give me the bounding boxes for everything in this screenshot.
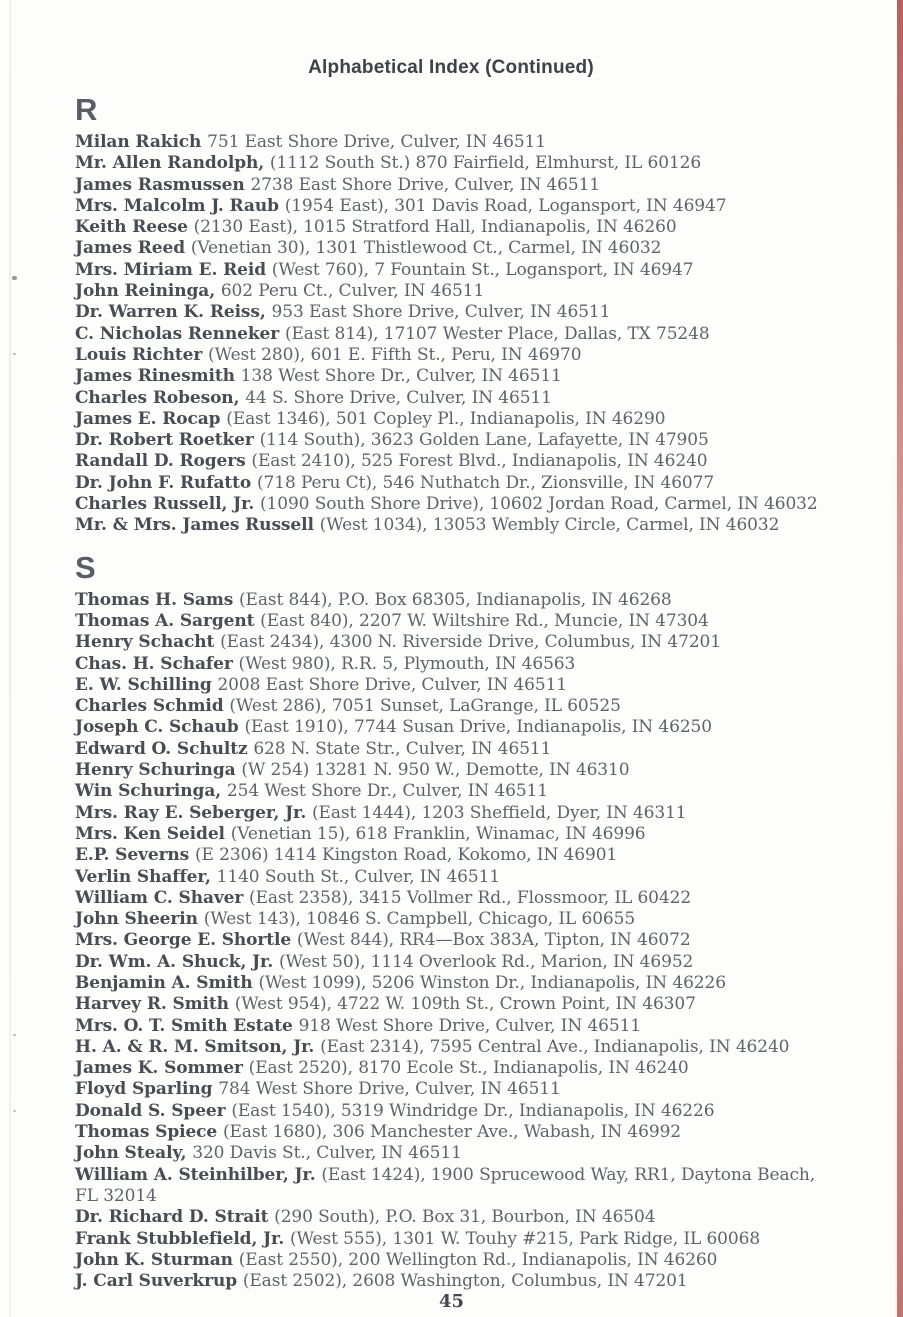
index-entry — [75, 451, 827, 472]
entry-address: (1954 East), 301 Davis Road, Logansport, IN 46947 — [284, 195, 727, 216]
entry-name: Donald S. Speer — [75, 1100, 232, 1121]
entry-name: J. Carl Suverkrup — [75, 1271, 243, 1292]
index-entry — [75, 909, 827, 930]
entry-address: 254 West Shore Dr., Culver, IN 46511 — [226, 781, 548, 802]
entry-address: (718 Peru Ct), 546 Nuthatch Dr., Zionsville, IN 46077 — [256, 472, 715, 493]
index-entry — [75, 238, 827, 259]
entry-address: 320 Davis St., Culver, IN 46511 — [192, 1143, 462, 1164]
index-entry — [75, 153, 827, 174]
entry-address: (West 1099), 5206 Winston Dr., Indianapolis, IN 46226 — [258, 972, 726, 993]
index-entry — [75, 1037, 827, 1058]
entry-name: Mrs. George E. Shortle — [75, 930, 297, 951]
entry-name: Mrs. Malcolm J. Raub — [75, 195, 285, 216]
entry-address: (West 954), 4722 W. 109th St., Crown Point, IN 46307 — [234, 994, 696, 1015]
index-entry — [75, 302, 827, 323]
index-entry — [75, 132, 827, 153]
index-entry — [75, 1016, 827, 1037]
entry-address: (West 286), 7051 Sunset, LaGrange, IL 60525 — [229, 696, 621, 717]
index-entry — [75, 803, 827, 824]
index-entry — [75, 1122, 827, 1143]
entry-name: Thomas H. Sams — [75, 589, 240, 610]
entry-address: (East 2502), 2608 Washington, Columbus, IN 47201 — [242, 1271, 688, 1292]
entry-address: (West 280), 601 E. Fifth St., Peru, IN 46970 — [208, 344, 582, 365]
entry-name: Mrs. Miriam E. Reid — [75, 259, 272, 280]
entry-name: John Stealy, — [75, 1143, 193, 1164]
entry-address: (E 2306) 1414 Kingston Road, Kokomo, IN 46901 — [194, 845, 618, 866]
index-entry — [75, 611, 827, 632]
entry-address: (West 980), R.R. 5, Plymouth, IN 46563 — [238, 653, 576, 674]
index-entry — [75, 717, 827, 738]
entry-address: (East 1680), 306 Manchester Ave., Wabash, IN 46992 — [222, 1122, 681, 1143]
entry-name: Mrs. Ken Seidel — [75, 823, 231, 844]
index-entry — [75, 260, 827, 281]
index-entry — [75, 675, 827, 696]
entry-address: (West 844), RR4—Box 383A, Tipton, IN 46072 — [296, 930, 691, 951]
entry-address: (West 143), 10846 S. Campbell, Chicago, IL 60655 — [203, 909, 636, 930]
index-entry — [75, 781, 827, 802]
entry-address: 2008 East Shore Drive, Culver, IN 46511 — [217, 674, 568, 695]
index-entry — [75, 1143, 827, 1164]
entry-name: William A. Steinhilber, Jr. — [75, 1164, 322, 1185]
entry-address: (Venetian 30), 1301 Thistlewood Ct., Carmel, IN 46032 — [190, 238, 662, 259]
index-entry — [75, 1101, 827, 1122]
index-entry — [75, 994, 827, 1015]
index-entry — [75, 632, 827, 653]
index-entry — [75, 1229, 827, 1250]
entry-name: William C. Shaver — [75, 887, 250, 908]
entry-name: Edward O. Schultz — [75, 738, 254, 759]
entry-name: Louis Richter — [75, 344, 209, 365]
index-entry — [75, 1271, 827, 1292]
entry-name: Chas. H. Schafer — [75, 653, 239, 674]
entry-name: Keith Reese — [75, 217, 194, 238]
entry-name: Dr. Wm. A. Shuck, Jr. — [75, 951, 279, 972]
entry-name: Verlin Shaffer, — [75, 866, 217, 887]
index-entry — [75, 1079, 827, 1100]
entry-name: Mr. & Mrs. James Russell — [75, 515, 320, 536]
entry-name: James E. Rocap — [75, 408, 227, 429]
entry-address: 1140 South St., Culver, IN 46511 — [216, 866, 501, 887]
section-R-entries — [75, 132, 827, 537]
index-entry — [75, 760, 827, 781]
entry-name: Milan Rakich — [75, 132, 208, 152]
entry-address: (West 50), 1114 Overlook Rd., Marion, IN 46952 — [278, 951, 694, 972]
entry-name: Benjamin A. Smith — [75, 972, 259, 993]
entry-name: Henry Schacht — [75, 632, 221, 653]
entry-name: John Sheerin — [75, 909, 204, 930]
entry-name: H. A. & R. M. Smitson, Jr. — [75, 1036, 321, 1057]
entry-name: Dr. Richard D. Strait — [75, 1207, 275, 1228]
entry-name: Thomas A. Sargent — [75, 610, 261, 631]
index-entry — [75, 494, 827, 515]
entry-address: (East 2550), 200 Wellington Rd., Indianapolis, IN 46260 — [238, 1249, 718, 1270]
index-entry — [75, 867, 827, 888]
index-entry — [75, 739, 827, 760]
entry-address: (West 1034), 13053 Wembly Circle, Carmel, IN 46032 — [319, 515, 780, 536]
entry-address: (East 2520), 8170 Ecole St., Indianapolis, IN 46240 — [248, 1058, 689, 1079]
entry-address: 751 East Shore Drive, Culver, IN 46511 — [207, 132, 546, 152]
entry-name: James Rinesmith — [75, 366, 241, 387]
entry-address: (East 814), 17107 Wester Place, Dallas, TX 75248 — [284, 323, 710, 344]
entry-address: 602 Peru Ct., Culver, IN 46511 — [220, 281, 485, 302]
entry-address: 784 West Shore Drive, Culver, IN 46511 — [218, 1079, 561, 1100]
index-entry — [75, 824, 827, 845]
entry-name: Dr. Warren K. Reiss, — [75, 302, 272, 323]
entry-address: (East 2410), 525 Forest Blvd., Indianapolis, IN 46240 — [251, 451, 708, 472]
entry-name: Charles Russell, Jr. — [75, 494, 260, 515]
entry-address: (East 1444), 1203 Sheffield, Dyer, IN 46311 — [312, 802, 687, 823]
entry-name: Harvey R. Smith — [75, 994, 235, 1015]
entry-address: 138 West Shore Dr., Culver, IN 46511 — [240, 366, 562, 387]
section-S-entries — [75, 590, 827, 1293]
entry-address: (1112 South St.) 870 Fairfield, Elmhurst, IL 60126 — [269, 153, 702, 174]
index-entry — [75, 1165, 827, 1208]
entry-name: E. W. Schilling — [75, 674, 218, 695]
entry-address: (East 2314), 7595 Central Ave., Indianapolis, IN 46240 — [320, 1036, 790, 1057]
index-entry — [75, 952, 827, 973]
entry-name: Henry Schuringa — [75, 760, 242, 781]
entry-name: Floyd Sparling — [75, 1079, 219, 1100]
index-entry — [75, 1058, 827, 1079]
entry-address: (290 South), P.O. Box 31, Bourbon, IN 46504 — [274, 1207, 656, 1228]
entry-address: (East 1910), 7744 Susan Drive, Indianapolis, IN 46250 — [244, 717, 712, 738]
entry-name: Frank Stubblefield, Jr. — [75, 1228, 290, 1249]
page-content — [75, 0, 827, 1292]
index-entry — [75, 345, 827, 366]
entry-address: 44 S. Shore Drive, Culver, IN 46511 — [245, 387, 552, 408]
entry-address: (2130 East), 1015 Stratford Hall, Indianapolis, IN 46260 — [193, 217, 677, 238]
entry-name: Win Schuringa, — [75, 781, 227, 802]
entry-address: (East 2358), 3415 Vollmer Rd., Flossmoor, IL 60422 — [249, 887, 692, 908]
entry-address: (East 1424), 1900 Sprucewood Way, RR1, Daytona Beach, FL 32014 — [75, 1164, 816, 1206]
entry-name: James K. Sommer — [75, 1058, 249, 1079]
index-entry — [75, 281, 827, 302]
entry-name: James Reed — [75, 238, 191, 259]
index-entry — [75, 654, 827, 675]
entry-name: Joseph C. Schaub — [75, 717, 245, 738]
entry-address: 918 West Shore Drive, Culver, IN 46511 — [298, 1015, 642, 1036]
entry-name: Dr. John F. Rufatto — [75, 472, 257, 493]
index-entry — [75, 1250, 827, 1271]
index-entry — [75, 888, 827, 909]
entry-name: Mrs. O. T. Smith Estate — [75, 1015, 299, 1036]
index-entry — [75, 409, 827, 430]
entry-address: (West 555), 1301 W. Touhy #215, Park Ridge, IL 60068 — [289, 1228, 761, 1249]
entry-address: (East 844), P.O. Box 68305, Indianapolis, IN 46268 — [239, 589, 672, 610]
page-number: 45 — [438, 1291, 465, 1312]
page-right-gutter-stripe — [897, 0, 903, 1317]
index-entry — [75, 430, 827, 451]
section-letter-R: R — [75, 92, 98, 127]
entry-address: 628 N. State Str., Culver, IN 46511 — [253, 738, 552, 759]
entry-address: (East 840), 2207 W. Wiltshire Rd., Muncie, IN 47304 — [260, 610, 709, 631]
page-left-edge-line — [9, 0, 11, 1317]
entry-address: (W 254) 13281 N. 950 W., Demotte, IN 46310 — [241, 760, 630, 781]
entry-address: (114 South), 3623 Golden Lane, Lafayette, IN 47905 — [259, 430, 709, 451]
entry-address: (1090 South Shore Drive), 10602 Jordan Road, Carmel, IN 46032 — [260, 494, 818, 515]
entry-address: (East 1346), 501 Copley Pl., Indianapolis, IN 46290 — [226, 408, 666, 429]
entry-name: Charles Schmid — [75, 696, 230, 717]
index-entry — [75, 196, 827, 217]
entry-name: Randall D. Rogers — [75, 451, 252, 472]
entry-name: John Reininga, — [75, 281, 221, 302]
index-entry — [75, 973, 827, 994]
index-entry — [75, 473, 827, 494]
index-entry — [75, 388, 827, 409]
index-entry — [75, 324, 827, 345]
index-entry — [75, 217, 827, 238]
entry-name: James Rasmussen — [75, 174, 251, 195]
index-entry — [75, 845, 827, 866]
index-sections — [75, 94, 827, 1292]
index-entry — [75, 590, 827, 611]
entry-address: (East 1540), 5319 Windridge Dr., Indianapolis, IN 46226 — [231, 1100, 715, 1121]
section-letter-S: S — [75, 549, 96, 585]
entry-name: C. Nicholas Renneker — [75, 323, 285, 344]
entry-address: 2738 East Shore Drive, Culver, IN 46511 — [250, 174, 601, 195]
index-entry — [75, 696, 827, 717]
entry-address: (East 2434), 4300 N. Riverside Drive, Columbus, IN 47201 — [220, 632, 721, 653]
entry-name: Mrs. Ray E. Seberger, Jr. — [75, 802, 312, 823]
index-entry — [75, 1207, 827, 1228]
entry-name: E.P. Severns — [75, 845, 195, 866]
index-entry — [75, 930, 827, 951]
index-entry — [75, 366, 827, 387]
entry-address: (West 760), 7 Fountain St., Logansport, IN 46947 — [271, 259, 694, 280]
entry-name: Thomas Spiece — [75, 1122, 223, 1143]
entry-name: Charles Robeson, — [75, 387, 246, 408]
entry-name: Dr. Robert Roetker — [75, 430, 260, 451]
page-title: Alphabetical Index (Continued) — [308, 57, 594, 78]
entry-name: Mr. Allen Randolph, — [75, 153, 270, 174]
index-entry — [75, 515, 827, 536]
entry-address: 953 East Shore Drive, Culver, IN 46511 — [271, 302, 611, 323]
entry-address: (Venetian 15), 618 Franklin, Winamac, IN 46996 — [230, 823, 646, 844]
index-entry — [75, 175, 827, 196]
entry-name: John K. Sturman — [75, 1249, 239, 1270]
